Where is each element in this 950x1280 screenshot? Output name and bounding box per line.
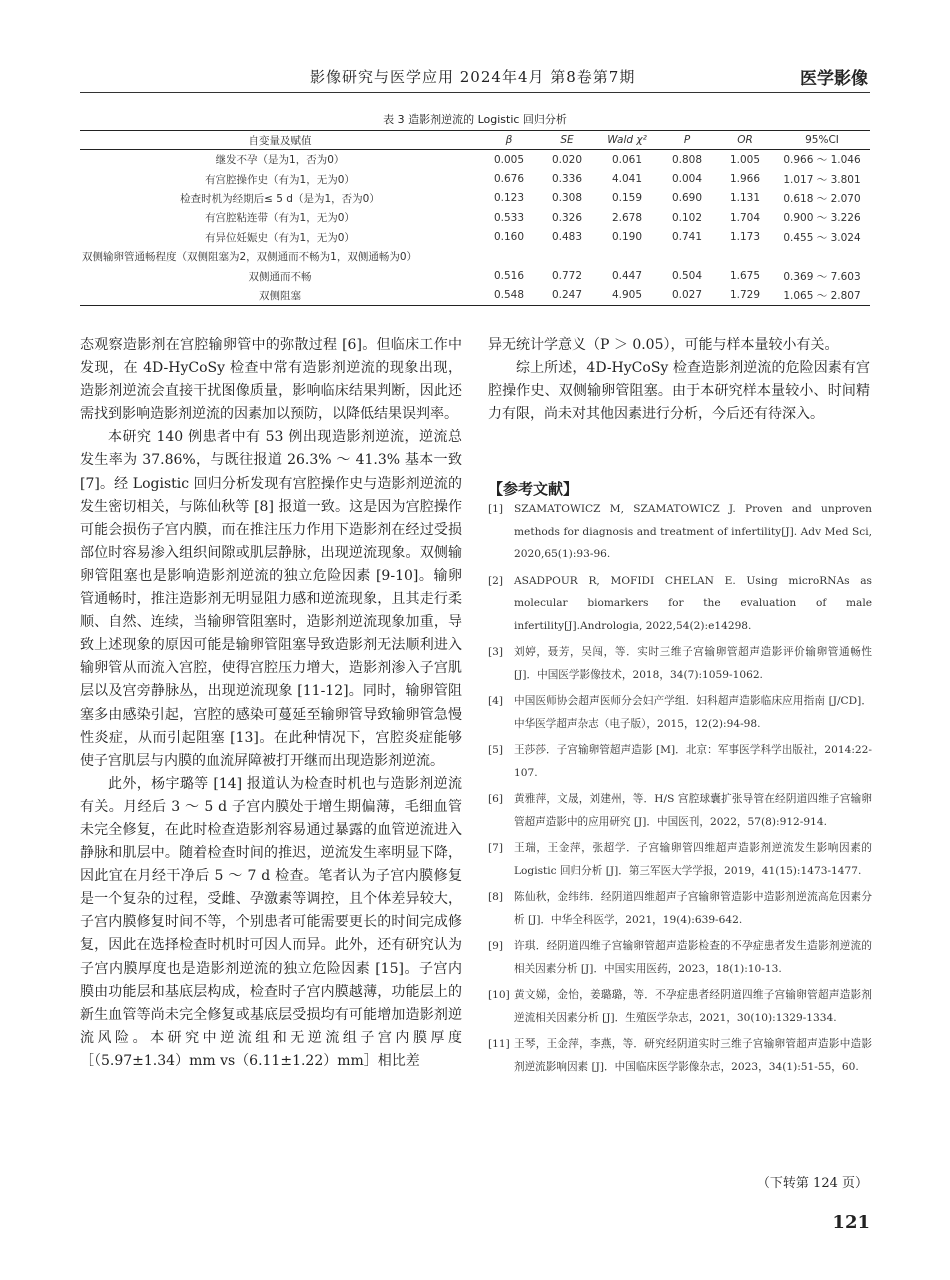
table-row — [80, 189, 870, 208]
reference-text: 刘婷，聂芳，吴闯，等．实时三维子宫输卵管超声造影评价输卵管通畅性 [J]．中国医学影像技术，2018，34(7):1059-1062. — [514, 646, 872, 681]
cell: 有宫腔操作史（有为1，无为0） — [205, 173, 355, 186]
cell: 1.729 — [716, 286, 774, 306]
cell: 双侧通而不畅 — [248, 270, 312, 283]
cell: 1.966 — [729, 173, 761, 186]
cell: 0.247 — [538, 286, 596, 306]
cell: 1.005 — [729, 153, 761, 166]
cell: 0.123 — [493, 192, 525, 205]
reference-number: [2] — [488, 574, 504, 587]
cell: 0.159 — [611, 192, 643, 205]
reference-number: [10] — [488, 989, 510, 1001]
table-caption: 表 3 造影剂逆流的 Logistic 回归分析 — [383, 113, 567, 126]
cell: 双侧阻塞 — [80, 286, 480, 306]
cell: 0.690 — [671, 192, 703, 205]
table-row — [80, 286, 870, 306]
journal-title: 影像研究与医学应用 2024年4月 第8卷第7期 — [310, 68, 636, 86]
cell: 0.618 ～ 2.070 — [783, 192, 861, 205]
cell: 0.160 — [493, 231, 525, 244]
cell: 4.905 — [596, 286, 658, 306]
table-row — [80, 150, 870, 170]
reference-item — [488, 837, 872, 882]
reference-number: [1] — [488, 503, 504, 515]
cell: 继发不孕（是为1，否为0） — [215, 154, 345, 167]
header-divider — [80, 92, 870, 93]
reference-text: 中国医师协会超声医师分会妇产学组．妇科超声造影临床应用指南 [J/CD]．中华医学超声杂志（电子版），2015，12(2):94-98. — [514, 695, 872, 730]
reference-text: 王琴，王金萍，李燕，等．研究经阴道实时三维子宫输卵管超声造影中造影剂逆流影响因素 [J]．中国临床医学影像杂志，2023，34(1):51-55，60. — [514, 1038, 872, 1073]
paragraph: 异无统计学意义（P ＞ 0.05），可能与样本量较小有关。 — [488, 337, 839, 353]
header-or: OR — [716, 131, 774, 150]
reference-number: [4] — [488, 695, 504, 707]
left-column — [80, 334, 462, 1073]
cell: 0.369 ～ 7.603 — [783, 270, 861, 283]
cell: 0.966 ～ 1.046 — [783, 154, 861, 167]
reference-number: [5] — [488, 744, 504, 756]
reference-number: [8] — [488, 891, 504, 903]
reference-item — [488, 886, 872, 931]
table-header-row — [80, 131, 870, 150]
cell: 1.017 ～ 3.801 — [783, 173, 861, 186]
table-row — [80, 266, 870, 285]
header-beta: β — [480, 131, 538, 150]
cell: 有异位妊娠史（有为1，无为0） — [205, 231, 355, 244]
cell: 0.455 ～ 3.024 — [783, 231, 861, 244]
reference-number: [6] — [488, 793, 504, 805]
cell: 0.308 — [551, 192, 583, 205]
reference-text: 黄文娣，金怡，姜璐璐，等．不孕症患者经阴道四维子宫输卵管超声造影剂逆流相关因素分析 [J]．生殖医学杂志，2021，30(10):1329-1334. — [514, 989, 872, 1024]
reference-item — [488, 498, 872, 566]
reference-item — [488, 641, 872, 686]
cell: 0.447 — [611, 270, 643, 283]
running-header — [80, 66, 870, 92]
header-wald: Wald χ² — [596, 131, 658, 150]
cell: 0.900 ～ 3.226 — [783, 212, 861, 225]
reference-number: [11] — [488, 1038, 510, 1050]
cell: 0.005 — [493, 153, 525, 166]
reference-text: 王莎莎．子宫输卵管超声造影 [M]．北京：军事医学科学出版社，2014:22-107. — [514, 744, 872, 779]
cell: 0.772 — [551, 270, 583, 283]
section-title: 医学影像 — [800, 69, 868, 89]
cell: 1.065 ～ 2.807 — [774, 286, 870, 306]
cell: 0.020 — [551, 153, 583, 166]
cell: 4.041 — [611, 173, 643, 186]
reference-number: [7] — [488, 842, 504, 854]
reference-list — [488, 498, 872, 1082]
cell: 0.326 — [551, 211, 583, 224]
page-number: 121 — [832, 1212, 870, 1233]
cell: 0.336 — [551, 173, 583, 186]
cell: 双侧输卵管通畅程度（双侧阻塞为2，双侧通而不畅为1，双侧通畅为0） — [82, 251, 418, 264]
reference-number: [9] — [488, 940, 504, 952]
logistic-table — [80, 130, 870, 306]
reference-text: 陈仙秋，金纬纬．经阴道四维超声子宫输卵管造影中造影剂逆流高危因素分析 [J]．中华全科医学，2021，19(4):639-642. — [514, 891, 872, 926]
reference-text: ASADPOUR R, MOFIDI CHELAN E. Using microRNAs as molecular biomarkers for the evaluation of male infertility[J].Andrologia, 2022,54(2):e14298. — [514, 574, 872, 632]
header-se: SE — [538, 131, 596, 150]
continuation-note: （下转第 124 页） — [756, 1176, 868, 1191]
cell: 0.061 — [611, 153, 643, 166]
cell: 检查时机为经期后≤ 5 d（是为1，否为0） — [180, 192, 380, 205]
paragraph: 态观察造影剂在宫腔输卵管中的弥散过程 [6]。但临床工作中发现，在 4D-HyCoSy 检查中常有造影剂逆流的现象出现，造影剂逆流会直接干扰图像质量，影响临床结果判断，因此还需找到影响造影剂逆流的因素加以预防，以降低结果误判率。 — [80, 337, 462, 423]
cell: 1.704 — [729, 211, 761, 224]
table-row — [80, 228, 870, 247]
cell: 0.504 — [671, 270, 703, 283]
table-row — [80, 208, 870, 227]
reference-text: 王瑞，王金萍，张超学．子宫输卵管四维超声造影剂逆流发生影响因素的 Logistic 回归分析 [J]．第三军医大学学报，2019，41(15):1473-1477. — [514, 842, 872, 877]
cell: 0.548 — [480, 286, 538, 306]
reference-item — [488, 1033, 872, 1078]
table-row — [80, 169, 870, 188]
reference-item — [488, 984, 872, 1029]
cell: 2.678 — [611, 211, 643, 224]
cell: 0.027 — [658, 286, 716, 306]
paragraph: 综上所述，4D-HyCoSy 检查造影剂逆流的危险因素有宫腔操作史、双侧输卵管阻塞。由于本研究样本量较小、时间精力有限，尚未对其他因素进行分析，今后还有待深入。 — [488, 360, 870, 423]
cell: 0.808 — [671, 153, 703, 166]
reference-item — [488, 739, 872, 784]
reference-text: 许琪．经阴道四维子宫输卵管超声造影检查的不孕症患者发生造影剂逆流的相关因素分析 [J]．中国实用医药，2023，18(1):10-13. — [514, 940, 872, 975]
header-p: P — [658, 131, 716, 150]
references-heading: 【参考文献】 — [488, 480, 579, 498]
cell: 0.483 — [551, 231, 583, 244]
cell: 1.131 — [729, 192, 761, 205]
cell: 0.190 — [611, 231, 643, 244]
cell: 0.676 — [493, 173, 525, 186]
header-variable: 自变量及赋值 — [80, 131, 480, 150]
cell: 0.741 — [671, 231, 703, 244]
reference-text: 黄雅萍，文晟，刘建州，等．H/S 宫腔球囊扩张导管在经阴道四维子宫输卵管超声造影中的应用研究 [J]．中国医刊，2022，57(8):912-914. — [514, 793, 872, 828]
cell: 0.516 — [493, 270, 525, 283]
reference-text: SZAMATOWICZ M, SZAMATOWICZ J. Proven and unproven methods for diagnosis and treatment of infertility[J]. Adv Med Sci, 2020,65(1):93-96. — [514, 503, 872, 560]
right-column — [488, 334, 870, 426]
reference-item — [488, 788, 872, 833]
header-ci: 95%CI — [774, 131, 870, 150]
reference-item — [488, 690, 872, 735]
cell: 1.173 — [729, 231, 761, 244]
table-row — [80, 247, 870, 266]
cell: 0.004 — [671, 173, 703, 186]
reference-item — [488, 935, 872, 980]
cell: 0.102 — [671, 211, 703, 224]
paragraph: 此外，杨宇璐等 [14] 报道认为检查时机也与造影剂逆流有关。月经后 3 ～ 5 d 子宫内膜处于增生期偏薄，毛细血管未完全修复，在此时检查造影剂容易通过暴露的血管逆流进入静脉和肌层中。随着检查时间的推迟，逆流发生率明显下降，因此宜在月经干净后 5 ～ 7 d 检查。笔者认为子宫内膜修复是一个复杂的过程，受雌、孕激素等调控，且个体差异较大，子宫内膜修复时间不等，个别患者可能需要更长的时间完成修复，因此在选择检查时机时可因人而异。此外，还有研究认为子宫内膜厚度也是造影剂逆流的独立危险因素 [15]。子宫内膜由功能层和基底层构成，检查时子宫内膜越薄，功能层上的新生血管等尚未完全修复或基底层受损均有可能增加造影剂逆流风险。本研究中逆流组和无逆流组子宫内膜厚度［（5.97±1.34）mm vs（6.11±1.22）mm］相比差 — [80, 775, 462, 1069]
reference-item — [488, 570, 872, 638]
reference-number: [3] — [488, 646, 504, 658]
paragraph: 本研究 140 例患者中有 53 例出现造影剂逆流，逆流总发生率为 37.86%，与既往报道 26.3% ～ 41.3% 基本一致 [7]。经 Logistic 回归分析发现有宫腔操作史与造影剂逆流的发生密切相关，与陈仙秋等 [8] 报道一致。这是因为宫腔操作可能会损伤子宫内膜，而在推注压力作用下造影剂在经过受损部位时容易渗入组织间隙或肌层静脉，出现逆流现象。双侧输卵管阻塞也是影响造影剂逆流的独立危险因素 [9-10]。输卵管通畅时，推注造影剂无明显阻力感和逆流现象，且其走行柔顺、自然、连续，当输卵管阻塞时，造影剂逆流现象加重，导致上述现象的原因可能是输卵管阻塞导致造影剂无法顺利进入输卵管从而流入宫腔，使得宫腔压力增大，造影剂渗入子宫肌层以及宫旁静脉丛，出现逆流现象 [11-12]。同时，输卵管阻塞多由感染引起，宫腔的感染可蔓延至输卵管导致输卵管急慢性炎症，从而引起阻塞 [13]。在此种情况下，宫腔炎症能够使子宫肌层与内膜的血流屏障被打开继而出现造影剂逆流。 — [80, 429, 462, 769]
cell: 有宫腔粘连带（有为1，无为0） — [205, 212, 355, 225]
cell: 0.533 — [493, 211, 525, 224]
cell: 1.675 — [729, 270, 761, 283]
